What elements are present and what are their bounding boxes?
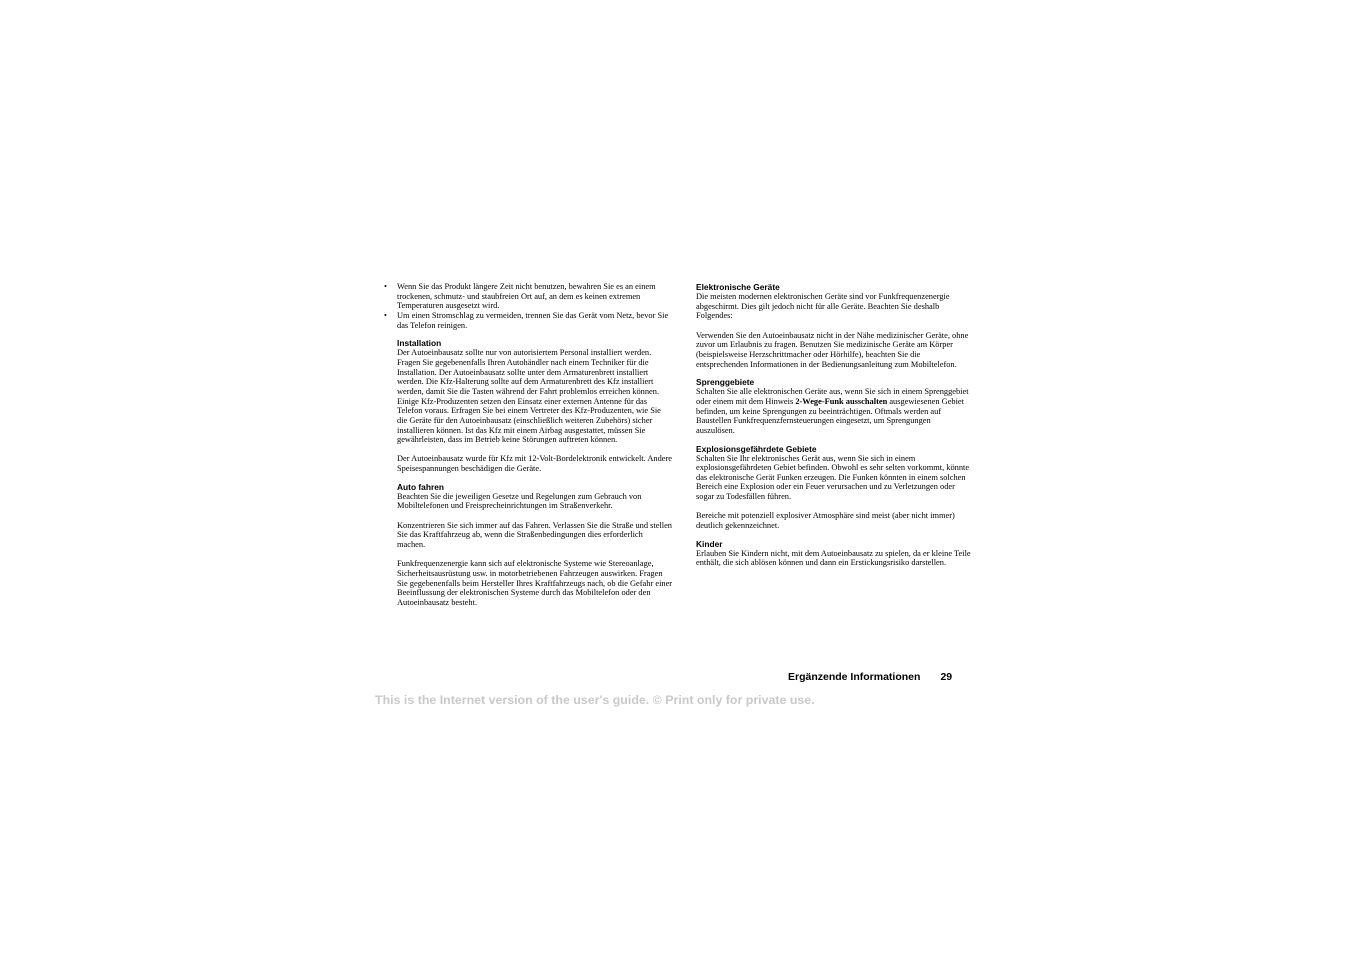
paragraph: Der Autoeinbausatz sollte nur von autorisiertem Personal installiert werden. Fragen Sie gegebenenfalls Ihren Autohändler nach einem Techniker für die Installation. Der Autoeinbausatz sollte unter dem Armaturenbrett installiert werden. Die Kfz-Halterung sollte auf dem Armaturenbrett des Kfz installiert werden, damit Sie die Tasten während der Fahrt problemlos erreichen können. Einige Kfz-Produzenten setzen den Einsatz einer externen Antenne für das Telefon voraus. Erfragen Sie bei einem Vertreter des Kfz-Produzenten, wie Sie die Geräte für den Autoeinbausatz (einschließlich weiteren Zubehörs) sicher installieren können. Ist das Kfz mit einem Airbag ausgestattet, müssen Sie gewährleisten, dass im Betrieb keine Störungen auftreten können.	[397, 348, 661, 445]
section-heading-children: Kinder	[696, 538, 723, 549]
paragraph: Schalten Sie Ihr elektronisches Gerät aus, wenn Sie sich in einem explosionsgefährdeten Gebiet befinden. Obwohl es sehr selten vorkommt, könnte das elektronische Gerät Funken erzeugen. Die Funken könnten in einem solchen Bereich eine Explosion oder ein Feuer verursachen und zu Verletzungen oder sogar zu Todesfällen führen.	[696, 453, 970, 502]
driving-section	[383, 482, 673, 608]
blasting-section	[696, 377, 971, 435]
footer-section-title: Ergänzende Informationen	[788, 671, 921, 683]
bold-instruction: 2-Wege-Funk ausschalten	[795, 396, 888, 406]
internet-version-watermark: This is the Internet version of the user's guide. © Print only for private use.	[375, 693, 815, 707]
paragraph	[696, 387, 971, 435]
bullet-item: • Um einen Stromschlag zu vermeiden, trennen Sie das Gerät vom Netz, bevor Sie das Telefon reinigen.	[383, 311, 673, 330]
text-run: Schalten Sie alle elektronischen Geräte aus, wenn Sie sich in einem Sprenggebiet oder einem mit dem Hinweis	[696, 387, 969, 406]
bullet-item: • Wenn Sie das Produkt längere Zeit nicht benutzen, bewahren Sie es an einem trockenen, schmutz- und staubfreien Ort auf, an dem es keinen extremen Temperaturen ausgesetzt wird.	[383, 282, 673, 311]
paragraph: Funkfrequenzenergie kann sich auf elektronische Systeme wie Stereoanlage, Sicherheitsausrüstung usw. in motorbetriebenen Fahrzeugen auswirken. Fragen Sie gegebenenfalls beim Hersteller Ihres Kraftfahrzeugs nach, ob die Gefahr einer Beeinflussung der elektronischen Systeme durch das Mobiltelefon oder den Autoeinbausatz besteht.	[397, 559, 673, 607]
text-run: ausgewiesenen Gebiet befinden, um keine Sprengungen zu beeinträchtigen. Oftmals werden auf Baustellen Funkfrequenzfernsteuerungen eingesetzt, um Sprengungen auszulösen.	[696, 396, 964, 435]
page-footer	[788, 671, 952, 683]
section-heading-driving: Auto fahren	[397, 481, 444, 492]
section-heading-electronics: Elektronische Geräte	[696, 282, 780, 292]
section-heading-installation: Installation	[397, 338, 442, 349]
section-heading-explosive: Explosionsgefährdete Gebiete	[696, 443, 817, 454]
installation-section	[383, 338, 673, 474]
paragraph: Die meisten modernen elektronischen Geräte sind vor Funkfrequenzenergie abgeschirmt. Dies gilt jedoch nicht für alle Geräte. Beachten Sie deshalb Folgendes:	[696, 292, 950, 321]
explosive-section	[696, 444, 971, 531]
page-number: 29	[940, 671, 953, 683]
paragraph: Verwenden Sie den Autoeinbausatz nicht in der Nähe medizinischer Geräte, ohne zuvor um Erlaubnis zu fragen. Benutzen Sie medizinische Geräte am Körper (beispielsweise Herzschrittmacher oder Hörhilfe), beachten Sie die entsprechenden Informationen in der Bedienungsanleitung zum Mobiltelefon.	[696, 330, 969, 369]
left-column	[383, 282, 673, 608]
care-bullet-list	[383, 282, 673, 330]
paragraph: Konzentrieren Sie sich immer auf das Fahren. Verlassen Sie die Straße und stellen Sie das Kraftfahrzeug ab, wenn die Straßenbedingungen dies erforderlich machen.	[397, 520, 672, 550]
paragraph: Beachten Sie die jeweiligen Gesetze und Regelungen zum Gebrauch von Mobiltelefonen und Freisprecheinrichtungen im Straßenverkehr.	[397, 491, 642, 511]
section-heading-blasting: Sprenggebiete	[696, 377, 755, 388]
right-column	[696, 282, 971, 568]
paragraph: Bereiche mit potenziell explosiver Atmosphäre sind meist (aber nicht immer) deutlich gekennzeichnet.	[696, 511, 955, 531]
paragraph: Der Autoeinbausatz wurde für Kfz mit 12-Volt-Bordelektronik entwickelt. Andere Speisespannungen beschädigen die Geräte.	[397, 454, 672, 474]
children-section	[696, 539, 971, 568]
paragraph: Erlauben Sie Kindern nicht, mit dem Autoeinbausatz zu spielen, da er kleine Teile enthält, die sich ablösen können und dann ein Erstickungsrisiko darstellen.	[696, 548, 971, 568]
electronics-section	[696, 282, 971, 369]
